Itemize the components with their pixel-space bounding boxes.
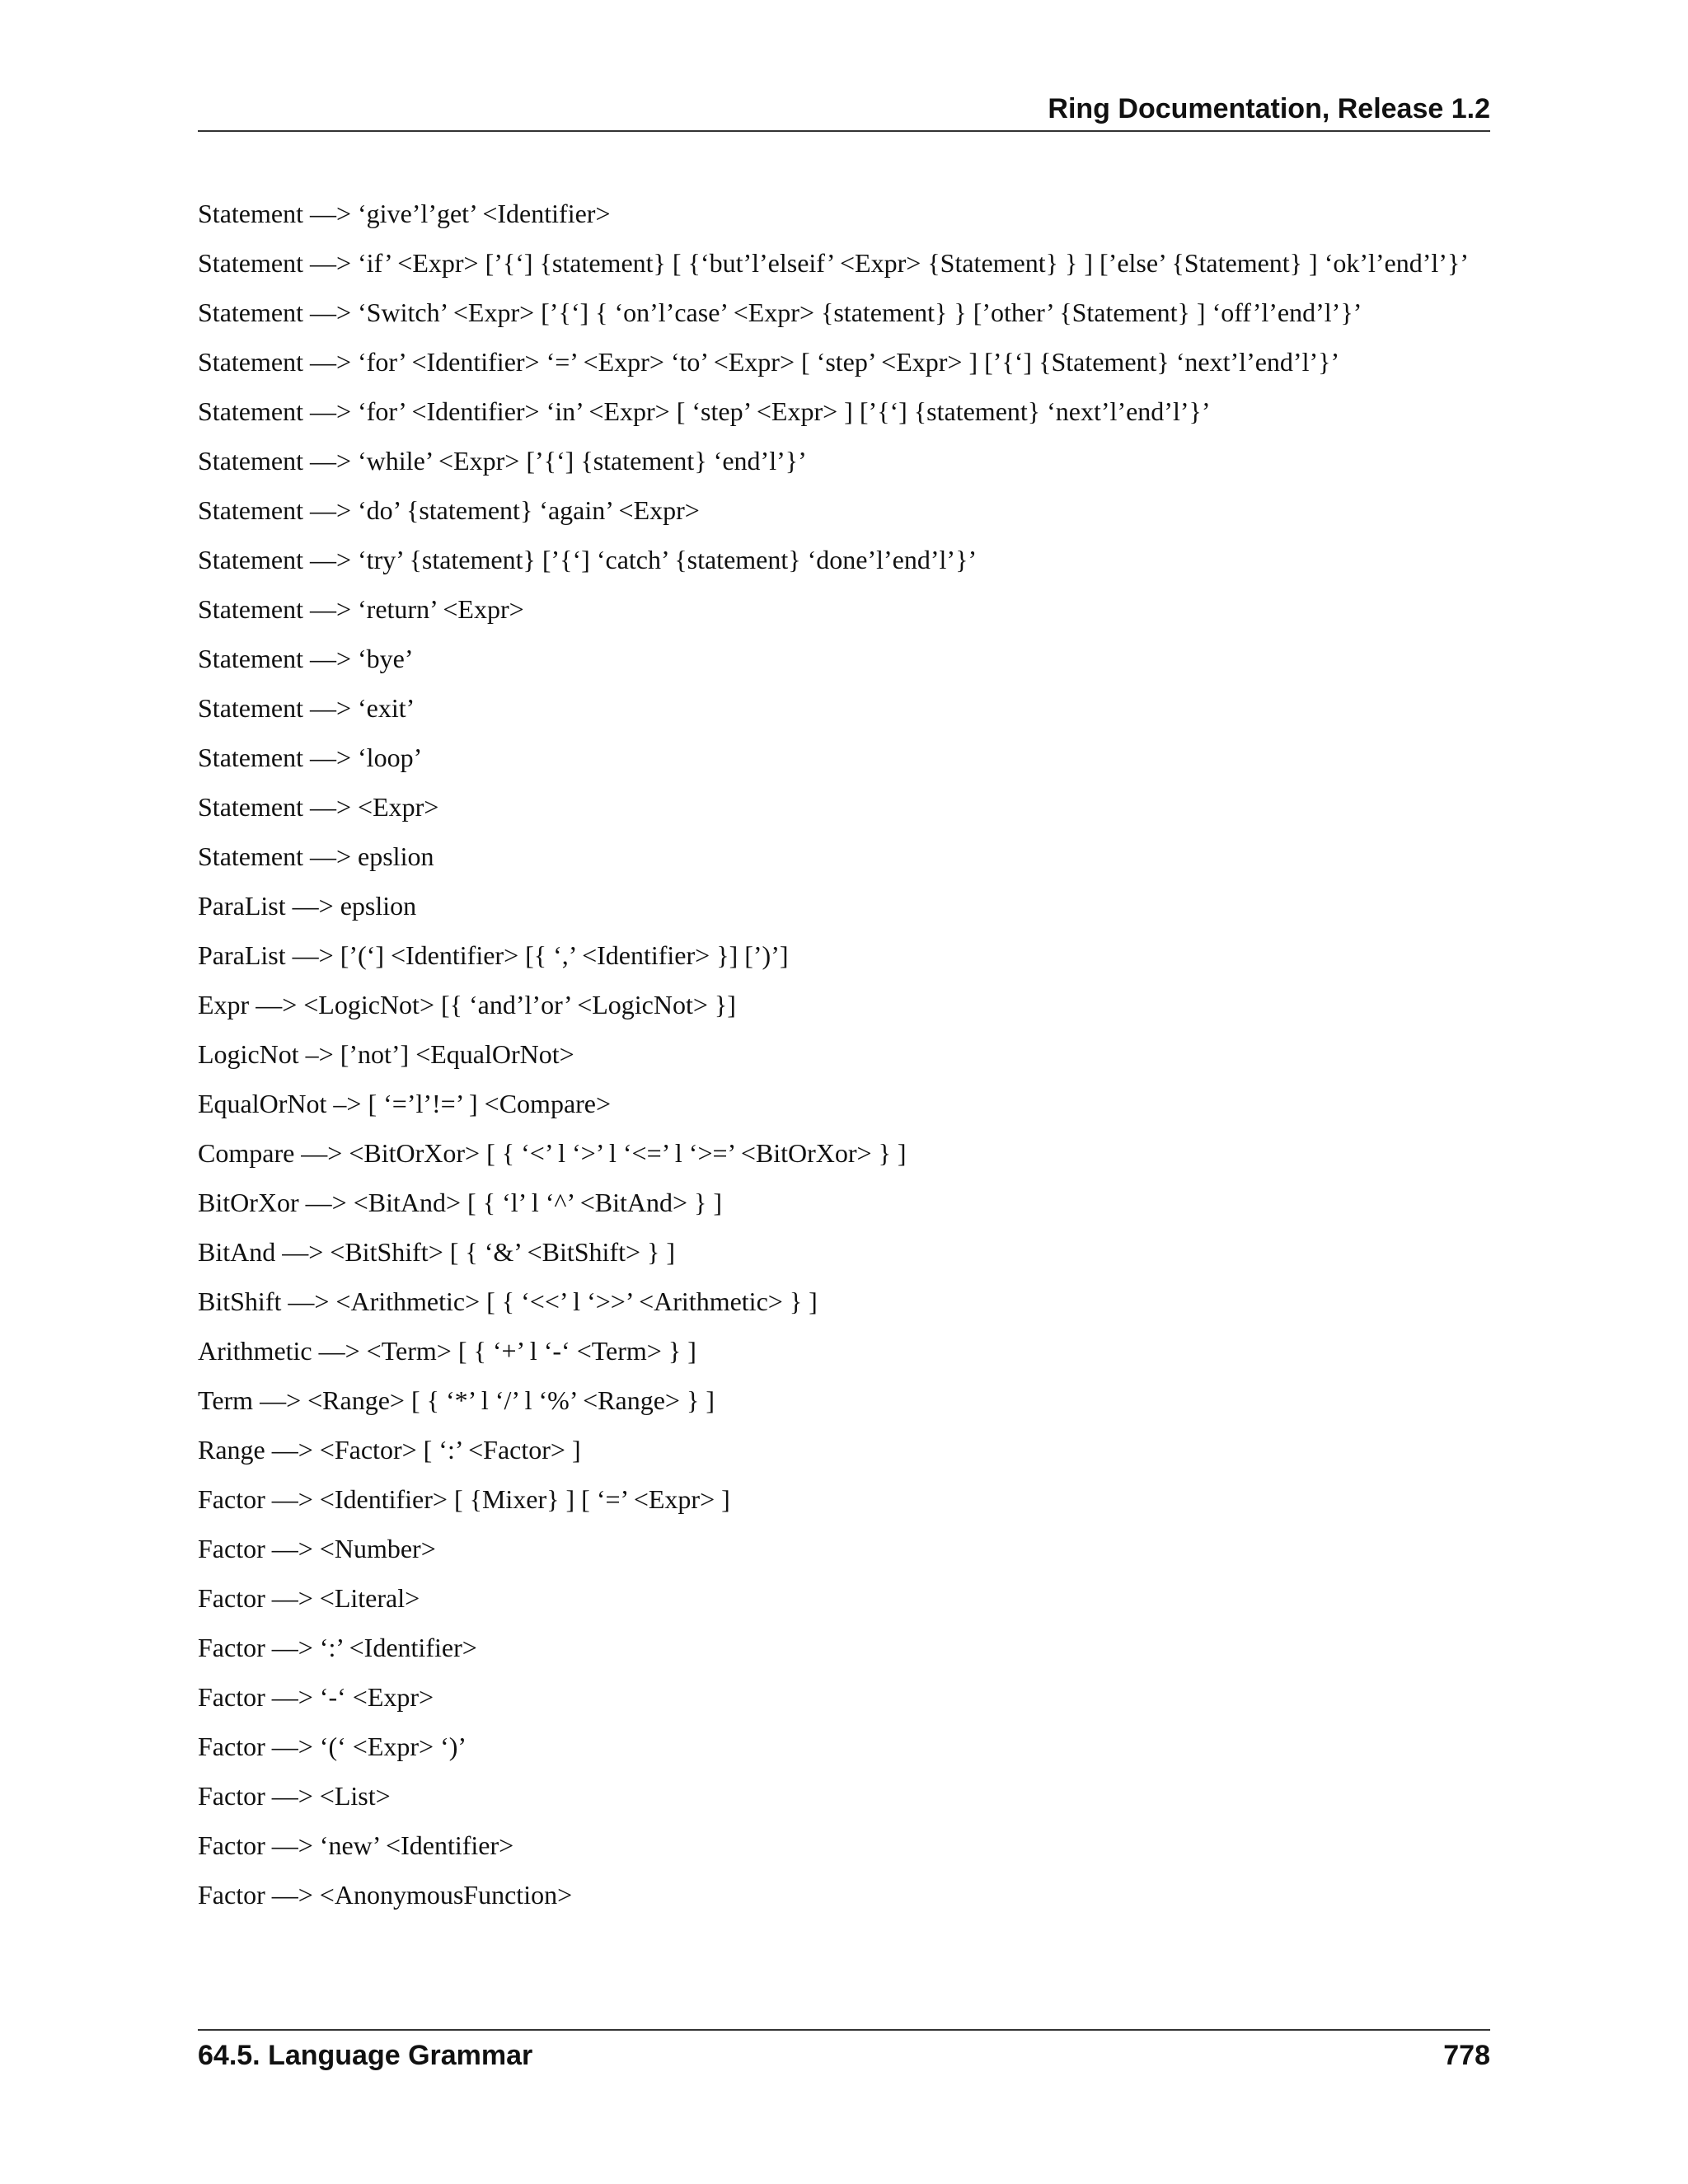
grammar-rules (198, 198, 1490, 1929)
grammar-rule: Factor —> <Number> (198, 1534, 436, 1563)
grammar-rule: Factor —> <Literal> (198, 1583, 420, 1613)
grammar-rule: BitShift —> <Arithmetic> [ { ‘<<’ l ‘>>’ <Arithmetic> } ] (198, 1286, 818, 1316)
header-title: Ring Documentation, Release 1.2 (1048, 93, 1490, 124)
grammar-rule: Statement —> ‘if’ <Expr> [’{‘] {statement} [ {‘but’l’elseif’ <Expr> {Statement} } ] [’else’ {Statement} ] ‘ok’l’end’l’}’ (198, 248, 1469, 278)
grammar-rule: Factor —> ‘new’ <Identifier> (198, 1830, 514, 1860)
grammar-rule: Statement —> ‘bye’ (198, 644, 414, 673)
footer-page-number: 778 (1443, 2040, 1490, 2071)
grammar-rule: Statement —> ‘exit’ (198, 693, 415, 723)
grammar-rule: Statement —> <Expr> (198, 792, 439, 822)
grammar-rule: Factor —> <Identifier> [ {Mixer} ] [ ‘=’ <Expr> ] (198, 1484, 730, 1514)
grammar-rule: BitAnd —> <BitShift> [ { ‘&’ <BitShift> } ] (198, 1237, 676, 1267)
grammar-rule: ParaList —> [’(‘] <Identifier> [{ ‘,’ <Identifier> }] [’)’] (198, 940, 789, 970)
grammar-rule: Arithmetic —> <Term> [ { ‘+’ l ‘-‘ <Term> } ] (198, 1336, 696, 1366)
grammar-rule: ParaList —> epslion (198, 891, 417, 921)
footer-section-title: 64.5. Language Grammar (198, 2040, 533, 2071)
grammar-rule: Statement —> ‘for’ <Identifier> ‘in’ <Expr> [ ‘step’ <Expr> ] [’{‘] {statement} ‘next’l’end’l’}’ (198, 396, 1211, 426)
grammar-rule: Factor —> ‘:’ <Identifier> (198, 1633, 477, 1662)
grammar-rule: Term —> <Range> [ { ‘*’ l ‘/’ l ‘%’ <Range> } ] (198, 1385, 715, 1415)
grammar-rule: Factor —> ‘(‘ <Expr> ‘)’ (198, 1732, 467, 1761)
grammar-rule: Statement —> ‘Switch’ <Expr> [’{‘] { ‘on’l’case’ <Expr> {statement} } [’other’ {Statement} ] ‘off’l’end’l’}’ (198, 298, 1362, 327)
grammar-rule: Statement —> ‘return’ <Expr> (198, 594, 524, 624)
grammar-rule: Statement —> ‘while’ <Expr> [’{‘] {statement} ‘end’l’}’ (198, 446, 807, 476)
grammar-rule: Statement —> ‘for’ <Identifier> ‘=’ <Expr> ‘to’ <Expr> [ ‘step’ <Expr> ] [’{‘] {Statement} ‘next’l’end’l’}’ (198, 347, 1340, 377)
grammar-rule: Expr —> <LogicNot> [{ ‘and’l’or’ <LogicNot> }] (198, 990, 736, 1019)
grammar-rule: Statement —> ‘give’l’get’ <Identifier> (198, 199, 611, 228)
grammar-rule: Factor —> <List> (198, 1781, 391, 1811)
grammar-rule: Range —> <Factor> [ ‘:’ <Factor> ] (198, 1435, 581, 1465)
grammar-rule: EqualOrNot –> [ ‘=’l’!=’ ] <Compare> (198, 1089, 612, 1118)
grammar-rule: Factor —> <AnonymousFunction> (198, 1880, 573, 1910)
grammar-rule: BitOrXor —> <BitAnd> [ { ‘l’ l ‘^’ <BitAnd> } ] (198, 1188, 723, 1217)
grammar-rule: Statement —> ‘do’ {statement} ‘again’ <Expr> (198, 495, 700, 525)
grammar-rule: LogicNot –> [’not’] <EqualOrNot> (198, 1039, 574, 1069)
grammar-rule: Statement —> epslion (198, 841, 434, 871)
page-header (198, 91, 1490, 132)
grammar-rule: Statement —> ‘try’ {statement} [’{‘] ‘catch’ {statement} ‘done’l’end’l’}’ (198, 545, 978, 574)
grammar-rule: Factor —> ‘-‘ <Expr> (198, 1682, 434, 1712)
grammar-rule: Compare —> <BitOrXor> [ { ‘<’ l ‘>’ l ‘<=’ l ‘>=’ <BitOrXor> } ] (198, 1138, 907, 1168)
grammar-rule: Statement —> ‘loop’ (198, 743, 423, 772)
page-footer (198, 2029, 1490, 2080)
